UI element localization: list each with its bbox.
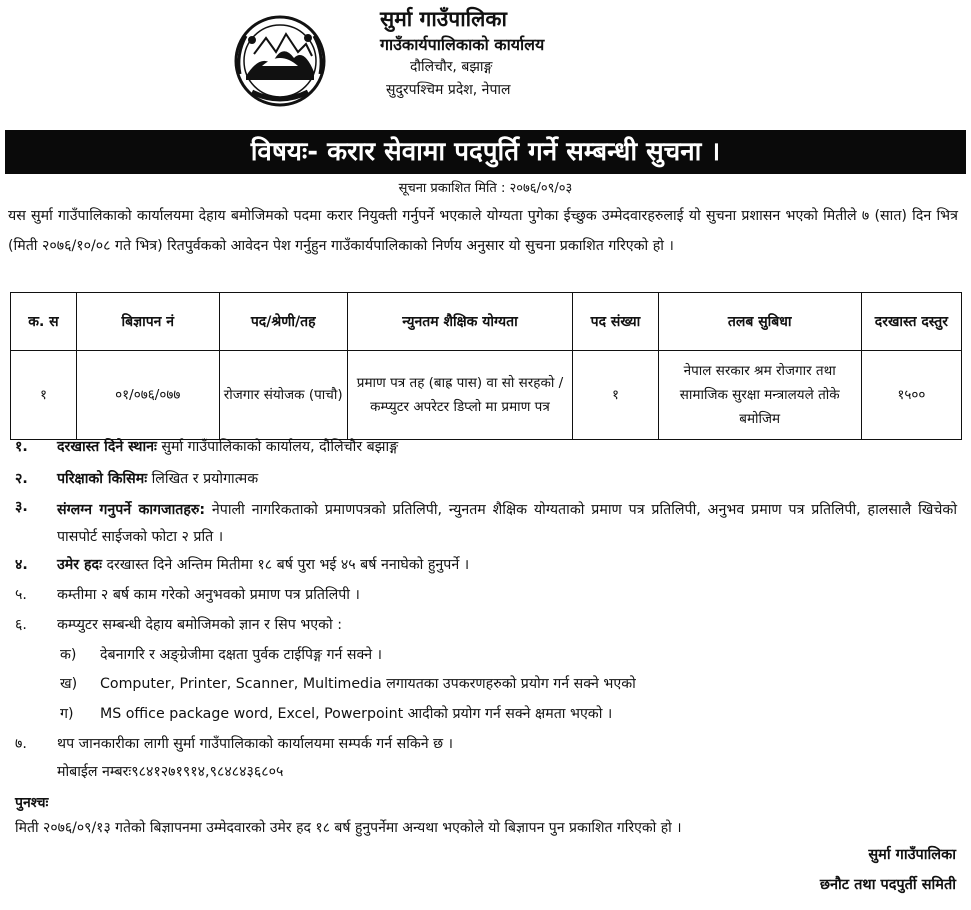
item-text: कम्प्युटर सम्बन्धी देहाय बमोजिमको ज्ञान र सिप भएको : [57,617,343,633]
table-cell: प्रमाण पत्र तह (बाह्र पास) वा सो सरहको /कम्प्युटर अपरेटर डिप्लो मा प्रमाण पत्र [347,351,573,440]
table-cell: नेपाल सरकार श्रम रोजगार तथा सामाजिक सुरक्षा मन्त्रालयले तोके बमोजिम [658,351,861,440]
table-header: बिज्ञापन नं [76,293,219,351]
office-name: गाउँकार्यपालिकाको कार्यालय [380,35,545,54]
signature-committee: छनौट तथा पदपुर्ती समिती [819,877,956,893]
table-cell: १ [11,351,77,440]
address-line-2: सुदुरपश्चिम प्रदेश, नेपाल [386,82,511,98]
letterhead [0,0,971,128]
table-header: दरखास्त दस्तुर [861,293,961,351]
table-cell: १५०० [861,351,961,440]
item-label: उमेर हदः [57,557,102,573]
table-cell: १ [573,351,658,440]
intro-paragraph: यस सुर्मा गाउँपालिकाको कार्यालयमा देहाय बमोजिमको पदमा करार नियुक्ती गर्नुपर्ने भएकाले योग्यता पुगेका ईच्छुक उम्मेदवारहरुलाई यो सुचना प्रशासन भएको मितीले ७ (सात) दिन भित्र (मिती २०७६/१०/०८ गते भित्र) रितपुर्वकको आवेदन पेश गर्नुहुन गाउँकार्यपालिकाको निर्णय अनुसार यो सुचना प्रकाशित गरिएको हो । [8,208,958,254]
item-text: सुर्मा गाउँपालिकाको कार्यालय, दौलिचौर बझाङ्ग [161,439,399,455]
item-text: नेपाली नागरिकताको प्रमाणपत्रको प्रतिलिपी, न्युनतम शैक्षिक योग्यताको प्रमाण पत्र प्रतिलिपी, अनुभव प्रमाण पत्र प्रतिलिपी, हालसालै खिचेको पासपोर्ट साईजको फोटा २ प्रति । [57,502,957,545]
postscript-label: पुनश्चः [15,795,49,811]
sub-item-text: Computer, Printer, Scanner, Multimedia लगायतका उपकरणहरुको प्रयोग गर्न सक्ने भएको [100,676,636,692]
table-header: न्युनतम शैक्षिक योग्यता [347,293,573,351]
table-cell: रोजगार संयोजक (पाचौ) [219,351,347,440]
sub-item-number: ग) [60,706,74,722]
item-number: ६. [15,617,27,633]
address-line-1: दौलिचौर, बझाङ्ग [410,59,493,75]
nepal-government-emblem-icon [232,14,328,108]
subject-banner: विषयः- करार सेवामा पदपुर्ति गर्ने सम्बन्धी सुचना । [5,130,966,174]
sub-item-text: देबनागरि र अङ्ग्रेजीमा दक्षता पुर्वक टाईपिङ्ग गर्न सक्ने । [100,647,383,663]
sub-item-text: MS office package word, Excel, Powerpoint आदीको प्रयोग गर्न सक्ने क्षमता भएको । [100,706,613,722]
item-number: ५. [15,587,27,603]
item-label: परिक्षाको किसिमः [57,471,148,487]
item-number: २. [15,471,28,487]
item-text: दरखास्त दिने अन्तिम मितीमा १८ बर्ष पुरा भई ४५ बर्ष ननाघेको हुनुपर्ने । [106,557,470,573]
item-label: दरखास्त दिने स्थानः [57,439,157,455]
mobile-number-text: मोबाईल नम्बरः९८४१२७१९१४,९८४८४३६८०५ [57,764,284,780]
vacancy-table [10,292,962,440]
table-header: पद/श्रेणी/तह [219,293,347,351]
item-text: लिखित र प्रयोगात्मक [151,471,259,487]
sub-item-number: क) [60,647,77,663]
postscript-text: मिती २०७६/०९/१३ गतेको बिज्ञापनमा उम्मेदवारको उमेर हद १८ बर्ष हुनुपर्नेमा अन्यथा भएकोले यो बिज्ञापन पुन प्रकाशित गरिएको हो । [15,820,682,836]
item-number: १. [15,439,28,455]
table-header: क. स [11,293,77,351]
item-number: ३. [15,499,28,515]
item-text: कम्तीमा २ बर्ष काम गरेको अनुभवको प्रमाण पत्र प्रतिलिपी । [57,587,360,603]
item-label: संग्लग्न गनुपर्ने कागजातहरु: [57,502,206,518]
table-cell: ०१/०७६/०७७ [76,351,219,440]
sub-item-number: ख) [60,676,78,692]
signature-municipality: सुर्मा गाउँपालिका [868,847,956,863]
item-text: थप जानकारीका लागी सुर्मा गाउँपालिकाको कार्यालयमा सम्पर्क गर्न सकिने छ । [57,736,453,752]
item-number: ७. [15,736,27,752]
publish-date: सूचना प्रकाशित मिति : २०७६/०९/०३ [398,181,573,196]
municipality-name: सुर्मा गाउँपालिका [380,7,507,31]
table-row [11,351,962,440]
table-header: पद संख्या [573,293,658,351]
table-header: तलब सुबिधा [658,293,861,351]
item-number: ४. [15,557,28,573]
table-header-row [11,293,962,351]
